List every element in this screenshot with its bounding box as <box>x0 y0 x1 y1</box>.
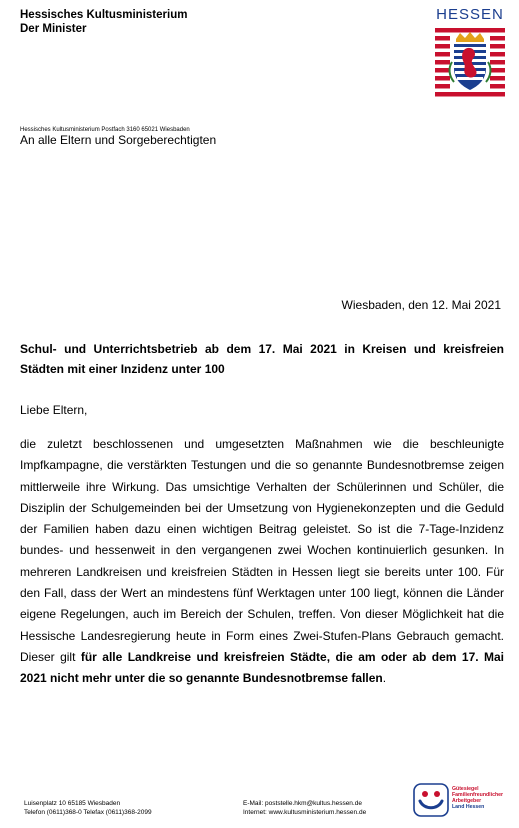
footer-email: E-Mail: poststelle.hkm@kultus.hessen.de <box>243 800 362 807</box>
sender-title: Der Minister <box>20 22 87 35</box>
hessen-wordmark: HESSEN <box>436 6 504 23</box>
letter-date: Wiesbaden, den 12. Mai 2021 <box>341 298 501 312</box>
recipient-line: An alle Eltern und Sorgeberechtigten <box>20 133 217 147</box>
body-paragraph: die zuletzt beschlossenen und umgesetzten Maßnahmen wie die beschleunigte Impfkampagne, die verstärkten Testungen und die so genannte Bundesnotbremse zeigen mittlerweile ihre Wirkung. Das umsichtige Verhalten der Schülerinnen und Schüler, die Disziplin der Schulgemeinden bei der Umsetzung von Hygienekonzepten und die Geduld der Familien haben dazu einen wichtigen Beitrag geleistet. So ist die 7-Tage-Inzidenz bundes- und hessenweit in den vergangenen zwei Wochen kontinuierlich gesunken. In mehreren Landkreisen und kreisfreien Städten in Hessen liegt sie bereits unter 100. Für den Fall, dass der Wert an mindestens fünf Werktagen unter 100 liegt, können die Länder eigene Regelungen, auch im Bereich der Schulen, treffen. Von dieser Möglichkeit hat die Hessische Landesregierung heute in Form eines Zwei-Stufen-Plans Gebrauch gemacht. Dieser gilt <box>20 437 504 664</box>
sender-ministry: Hessisches Kultusministerium <box>20 9 188 21</box>
seal-line-2: Familienfreundlicher <box>452 792 504 798</box>
seal-line-3: Arbeitgeber <box>452 798 482 804</box>
footer-internet: Internet: www.kultusministerium.hessen.de <box>243 808 367 816</box>
footer-phone: Telefon (0611)368-0 Telefax (0611)368-2099 <box>24 808 152 816</box>
seal-emblem-icon <box>413 783 449 817</box>
letter-subject: Schul- und Unterrichtsbetrieb ab dem 17. Mai 2021 in Kreisen und kreisfreien Städten mit einer Inzidenz unter 100 <box>20 342 504 376</box>
letter-body <box>20 434 504 690</box>
family-friendly-employer-seal <box>413 783 509 817</box>
sender-block <box>20 9 187 36</box>
seal-line-4: Land Hessen <box>452 804 485 810</box>
return-address-line: Hessisches Kultusministerium Postfach 3160 65021 Wiesbaden <box>20 127 190 133</box>
body-bold-passage: für alle Landkreise und kreisfreien Städte, die am oder ab dem 17. Mai 2021 nicht mehr unter die so genannte Bundesnotbremse fallen <box>20 649 504 686</box>
footer-contact-block <box>243 800 366 817</box>
hessen-logo <box>434 6 506 98</box>
salutation: Liebe Eltern, <box>20 403 88 417</box>
hessen-coat-of-arms-icon <box>435 28 505 98</box>
seal-line-1: Gütesiegel <box>452 786 479 792</box>
footer-address: Luisenplatz 10 65185 Wiesbaden <box>24 800 121 807</box>
body-end: . <box>382 671 387 686</box>
footer-address-block <box>24 800 152 817</box>
seal-text <box>452 786 503 810</box>
